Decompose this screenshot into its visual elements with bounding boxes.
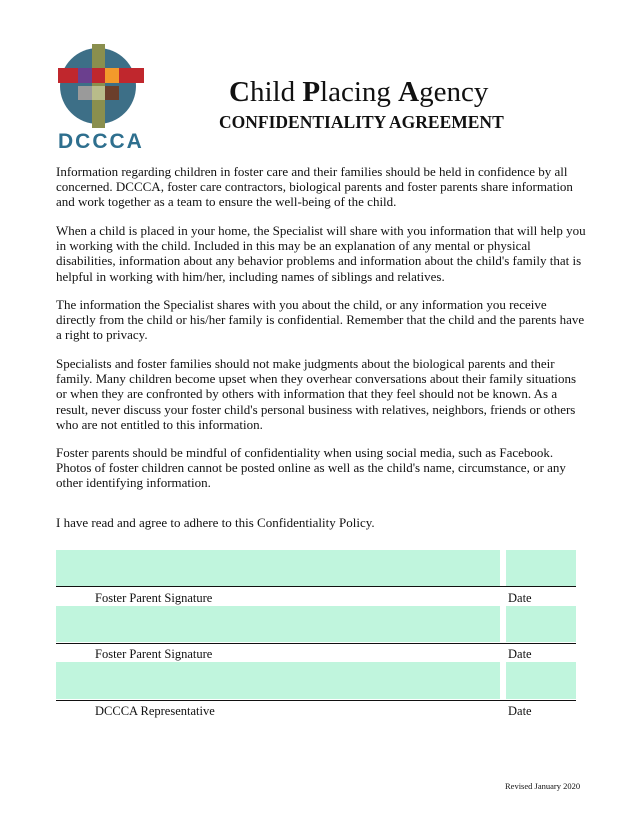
signature-label-1: Foster Parent Signature: [95, 591, 213, 605]
paragraph-5: Foster parents should be mindful of confidentiality when using social media, such as Facebook. Photos of foster children cannot be posted online as well as the child's name, circumstance, or any other identifying information.: [56, 445, 566, 491]
page-title: Child Placing Agency: [229, 76, 489, 108]
foster-parent-signature-field-2[interactable]: [56, 606, 500, 642]
signature-label-2: Foster Parent Signature: [95, 647, 213, 661]
date-field-3[interactable]: [506, 662, 576, 699]
dccca-representative-signature-field[interactable]: [56, 662, 500, 699]
date-label-1: Date: [508, 591, 532, 605]
logo-horizontal-bar: [58, 68, 144, 83]
paragraph-1: Information regarding children in foster care and their families should be held in confidence by all concerned. DCCCA, foster care contractors, biological parents and foster parents share information and work together as a team to ensure the well-being of the child.: [56, 164, 573, 210]
paragraph-2: When a child is placed in your home, the Specialist will share with you information that will help you in working with the child. Included in this may be an explanation of any mental or physical disabilities, information about any behavior problems and information about the child's family that is helpful in working with him/her, including names of siblings and relatives.: [56, 223, 586, 284]
agreement-statement: I have read and agree to adhere to this Confidentiality Policy.: [56, 515, 375, 530]
date-label-2: Date: [508, 647, 532, 661]
date-field-1[interactable]: [506, 550, 576, 586]
signature-label-3: DCCCA Representative: [95, 704, 215, 718]
paragraph-4: Specialists and foster families should not make judgments about the biological parents and their family. Many children become upset when they overhear conversations about their family situations or when they are confronted by others with information that they feel should not be known. As a result, never discuss your foster child's personal business with relatives, neighbors, friends or others who are not entitled to this information.: [56, 356, 577, 432]
paragraph-3: The information the Specialist shares with you about the child, or any information you receive directly from the child or his/her family is confidential. Remember that the child and the parents have a right to privacy.: [56, 297, 585, 343]
logo-square-orange: [105, 68, 119, 83]
dccca-logo: [54, 44, 148, 128]
revised-date: Revised January 2020: [505, 781, 581, 791]
logo-square-brown: [105, 86, 119, 100]
logo-square-gray: [78, 86, 92, 100]
signature-line-3: [56, 700, 576, 701]
signature-line-1: [56, 586, 576, 587]
logo-square-purple: [78, 68, 92, 83]
signature-line-2: [56, 643, 576, 644]
logo-square-center: [92, 86, 105, 100]
date-field-2[interactable]: [506, 606, 576, 642]
date-label-3: Date: [508, 704, 532, 718]
foster-parent-signature-field-1[interactable]: [56, 550, 500, 586]
page-subtitle: CONFIDENTIALITY AGREEMENT: [219, 112, 504, 132]
logo-text: DCCCA: [58, 130, 144, 153]
